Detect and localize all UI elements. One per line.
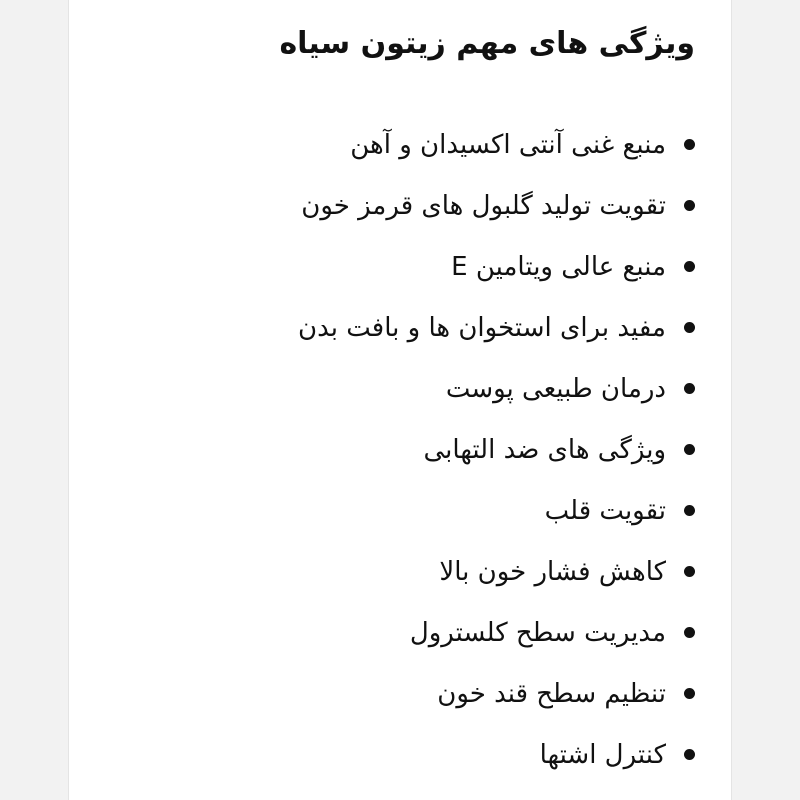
- bullet-icon: [684, 444, 695, 455]
- article-page: [68, 0, 732, 800]
- list-item-text: تقویت تولید گلبول های قرمز خون: [301, 190, 666, 221]
- list-item-text: منبع غنی آنتی اکسیدان و آهن: [350, 129, 666, 160]
- list-item: [95, 480, 695, 541]
- list-item: [95, 602, 695, 663]
- bullet-icon: [684, 383, 695, 394]
- bullet-icon: [684, 505, 695, 516]
- bullet-icon: [684, 688, 695, 699]
- bullet-icon: [684, 627, 695, 638]
- features-list: [95, 114, 695, 785]
- section-title: ویژگی های مهم زیتون سیاه: [279, 26, 695, 61]
- list-item-text: مفید برای استخوان ها و بافت بدن: [298, 312, 666, 343]
- list-item: [95, 236, 695, 297]
- list-item-text: منبع عالی ویتامین E: [451, 251, 666, 282]
- list-item: [95, 724, 695, 785]
- bullet-icon: [684, 200, 695, 211]
- list-item-text: تنظیم سطح قند خون: [437, 678, 666, 709]
- list-item-text: تقویت قلب: [544, 495, 666, 526]
- list-item-text: مدیریت سطح کلسترول: [409, 617, 666, 648]
- list-item: [95, 114, 695, 175]
- list-item-text: درمان طبیعی پوست: [445, 373, 666, 404]
- list-item: [95, 297, 695, 358]
- list-item: [95, 358, 695, 419]
- bullet-icon: [684, 749, 695, 760]
- bullet-icon: [684, 261, 695, 272]
- list-item: [95, 419, 695, 480]
- list-item: [95, 175, 695, 236]
- list-item: [95, 541, 695, 602]
- list-item-text: کاهش فشار خون بالا: [439, 556, 666, 587]
- bullet-icon: [684, 139, 695, 150]
- bullet-icon: [684, 566, 695, 577]
- list-item-text: کنترل اشتها: [539, 739, 666, 770]
- list-item: [95, 663, 695, 724]
- list-item-text: ویژگی های ضد التهابی: [423, 434, 666, 465]
- bullet-icon: [684, 322, 695, 333]
